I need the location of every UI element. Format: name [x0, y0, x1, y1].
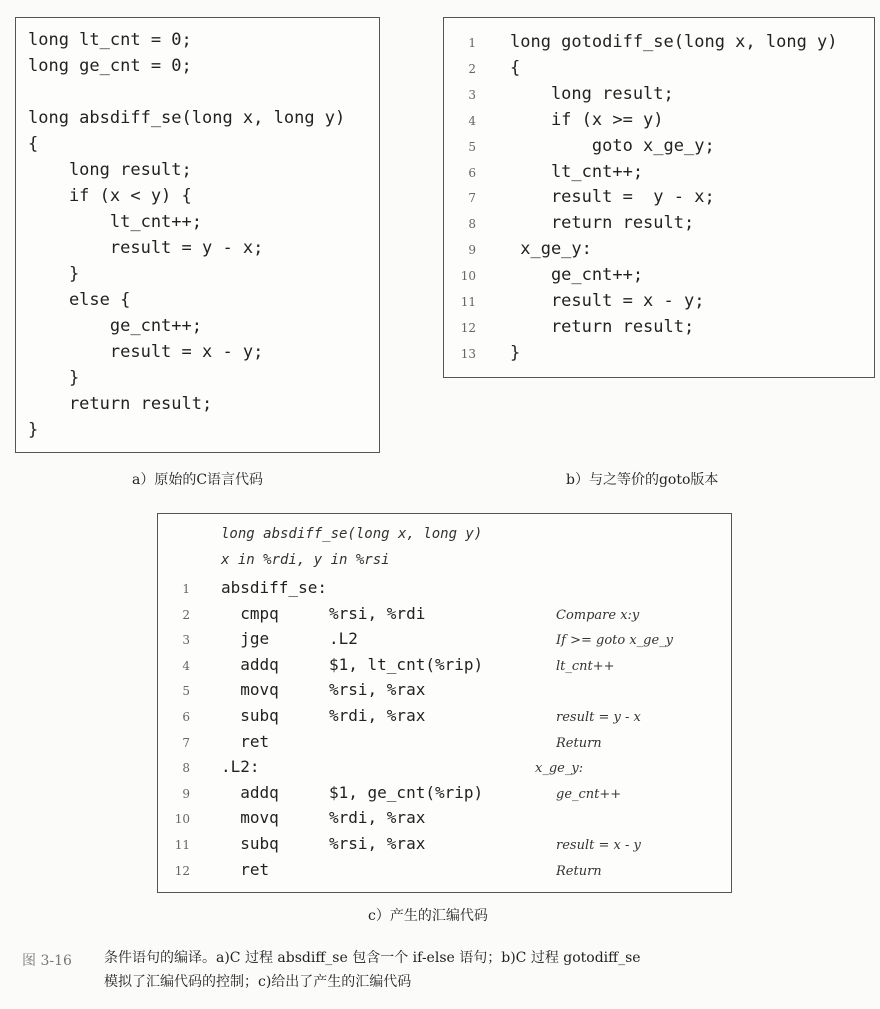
asm-instruction: .L2:: [221, 757, 260, 777]
asm-instruction: movq: [221, 808, 279, 828]
line-number: 1: [182, 582, 190, 596]
code-line: }: [28, 264, 80, 284]
asm-comment: lt_cnt++: [556, 658, 615, 674]
asm-instruction: subq: [221, 706, 279, 725]
asm-instruction: addq: [221, 654, 279, 674]
asm-instruction: cmpq: [221, 603, 279, 623]
line-number: 8: [468, 217, 476, 232]
asm-operands: $1, lt_cnt(%rip): [329, 654, 484, 674]
line-number: 12: [460, 320, 476, 335]
asm-instruction: absdiff_se:: [221, 578, 327, 597]
code-line: return result;: [510, 213, 695, 234]
code-line: long absdiff_se(long x, long y): [28, 108, 346, 128]
code-line: if (x >= y): [510, 109, 664, 130]
panel-b-caption: b）与之等价的goto版本: [566, 472, 719, 488]
asm-comment: x_ge_y:: [535, 761, 584, 777]
asm-instruction: ret: [221, 859, 270, 879]
line-number: 11: [460, 295, 476, 309]
line-number: 8: [182, 761, 190, 776]
code-line: long lt_cnt = 0;: [28, 30, 192, 50]
asm-comment: Return: [556, 863, 602, 879]
code-line: }: [28, 368, 80, 388]
asm-operands: .L2: [329, 629, 358, 649]
code-line: result = y - x;: [510, 187, 715, 208]
asm-instruction: movq: [221, 680, 279, 700]
line-number: 4: [468, 113, 476, 128]
code-line: result = y - x;: [28, 238, 264, 258]
panel-c-caption: c）产生的汇编代码: [368, 908, 488, 924]
code-line: long result;: [510, 83, 674, 104]
asm-instruction: jge: [221, 629, 270, 649]
asm-comment: If >= goto x_ge_y: [556, 633, 674, 649]
line-number: 13: [460, 346, 476, 361]
code-line: }: [510, 342, 521, 363]
asm-operands: %rsi, %rax: [329, 834, 426, 853]
figure-caption-line-1: 条件语句的编译。a)C 过程 absdiff_se 包含一个 if-else 语句；b)C 过程 gotodiff_se: [104, 950, 641, 966]
asm-comment: ge_cnt++: [556, 786, 622, 802]
figure-caption-line-2: 模拟了汇编代码的控制；c)给出了产生的汇编代码: [104, 974, 412, 990]
line-number: 6: [182, 710, 190, 724]
line-number: 7: [468, 191, 476, 206]
line-number: 4: [182, 658, 190, 673]
code-line: long result;: [28, 160, 192, 180]
code-line: result = x - y;: [28, 342, 264, 362]
asm-operands: $1, ge_cnt(%rip): [329, 782, 484, 802]
line-number: 3: [182, 633, 190, 648]
panel-c-register-note: x in %rdi, y in %rsi: [221, 552, 390, 568]
line-number: 9: [182, 786, 190, 801]
code-line: ge_cnt++;: [510, 265, 644, 286]
code-line: long gotodiff_se(long x, long y): [510, 32, 838, 52]
code-line: long ge_cnt = 0;: [28, 56, 192, 76]
code-line: }: [28, 420, 39, 440]
asm-instruction: subq: [221, 834, 279, 853]
line-number: 11: [174, 838, 190, 852]
code-line: {: [510, 57, 521, 78]
asm-comment: Return: [556, 735, 602, 751]
line-number: 1: [468, 36, 476, 50]
asm-operands: %rsi, %rax: [329, 680, 426, 700]
line-number: 7: [182, 735, 190, 750]
code-line: lt_cnt++;: [28, 212, 202, 232]
line-number: 3: [468, 87, 476, 102]
line-number: 5: [468, 139, 476, 154]
asm-comment: Compare x:y: [556, 607, 640, 623]
panel-c-signature: long absdiff_se(long x, long y): [221, 526, 483, 542]
code-line: result = x - y;: [510, 291, 705, 311]
code-line: lt_cnt++;: [510, 161, 644, 182]
line-number: 9: [468, 243, 476, 258]
line-number: 12: [174, 863, 190, 878]
asm-instruction: addq: [221, 782, 279, 802]
asm-comment: result = x - y: [556, 838, 641, 853]
code-line: x_ge_y:: [510, 239, 592, 260]
asm-operands: %rdi, %rax: [329, 808, 426, 828]
code-line: {: [28, 134, 39, 154]
asm-operands: %rsi, %rdi: [329, 603, 426, 623]
line-number: 10: [460, 269, 476, 284]
panel-a-caption: a）原始的C语言代码: [132, 472, 264, 488]
code-line: goto x_ge_y;: [510, 135, 715, 156]
asm-instruction: ret: [221, 731, 270, 751]
code-line: ge_cnt++;: [28, 316, 202, 336]
code-line: if (x < y) {: [28, 186, 192, 206]
line-number: 6: [468, 165, 476, 180]
asm-operands: %rdi, %rax: [329, 706, 426, 725]
line-number: 10: [174, 812, 190, 827]
figure-number: 图 3-16: [22, 953, 72, 969]
code-line: return result;: [28, 394, 213, 414]
asm-comment: result = y - x: [556, 710, 641, 725]
line-number: 2: [468, 61, 476, 76]
line-number: 2: [182, 607, 190, 622]
code-line: else {: [28, 290, 131, 310]
code-line: return result;: [510, 316, 695, 337]
line-number: 5: [182, 684, 190, 699]
